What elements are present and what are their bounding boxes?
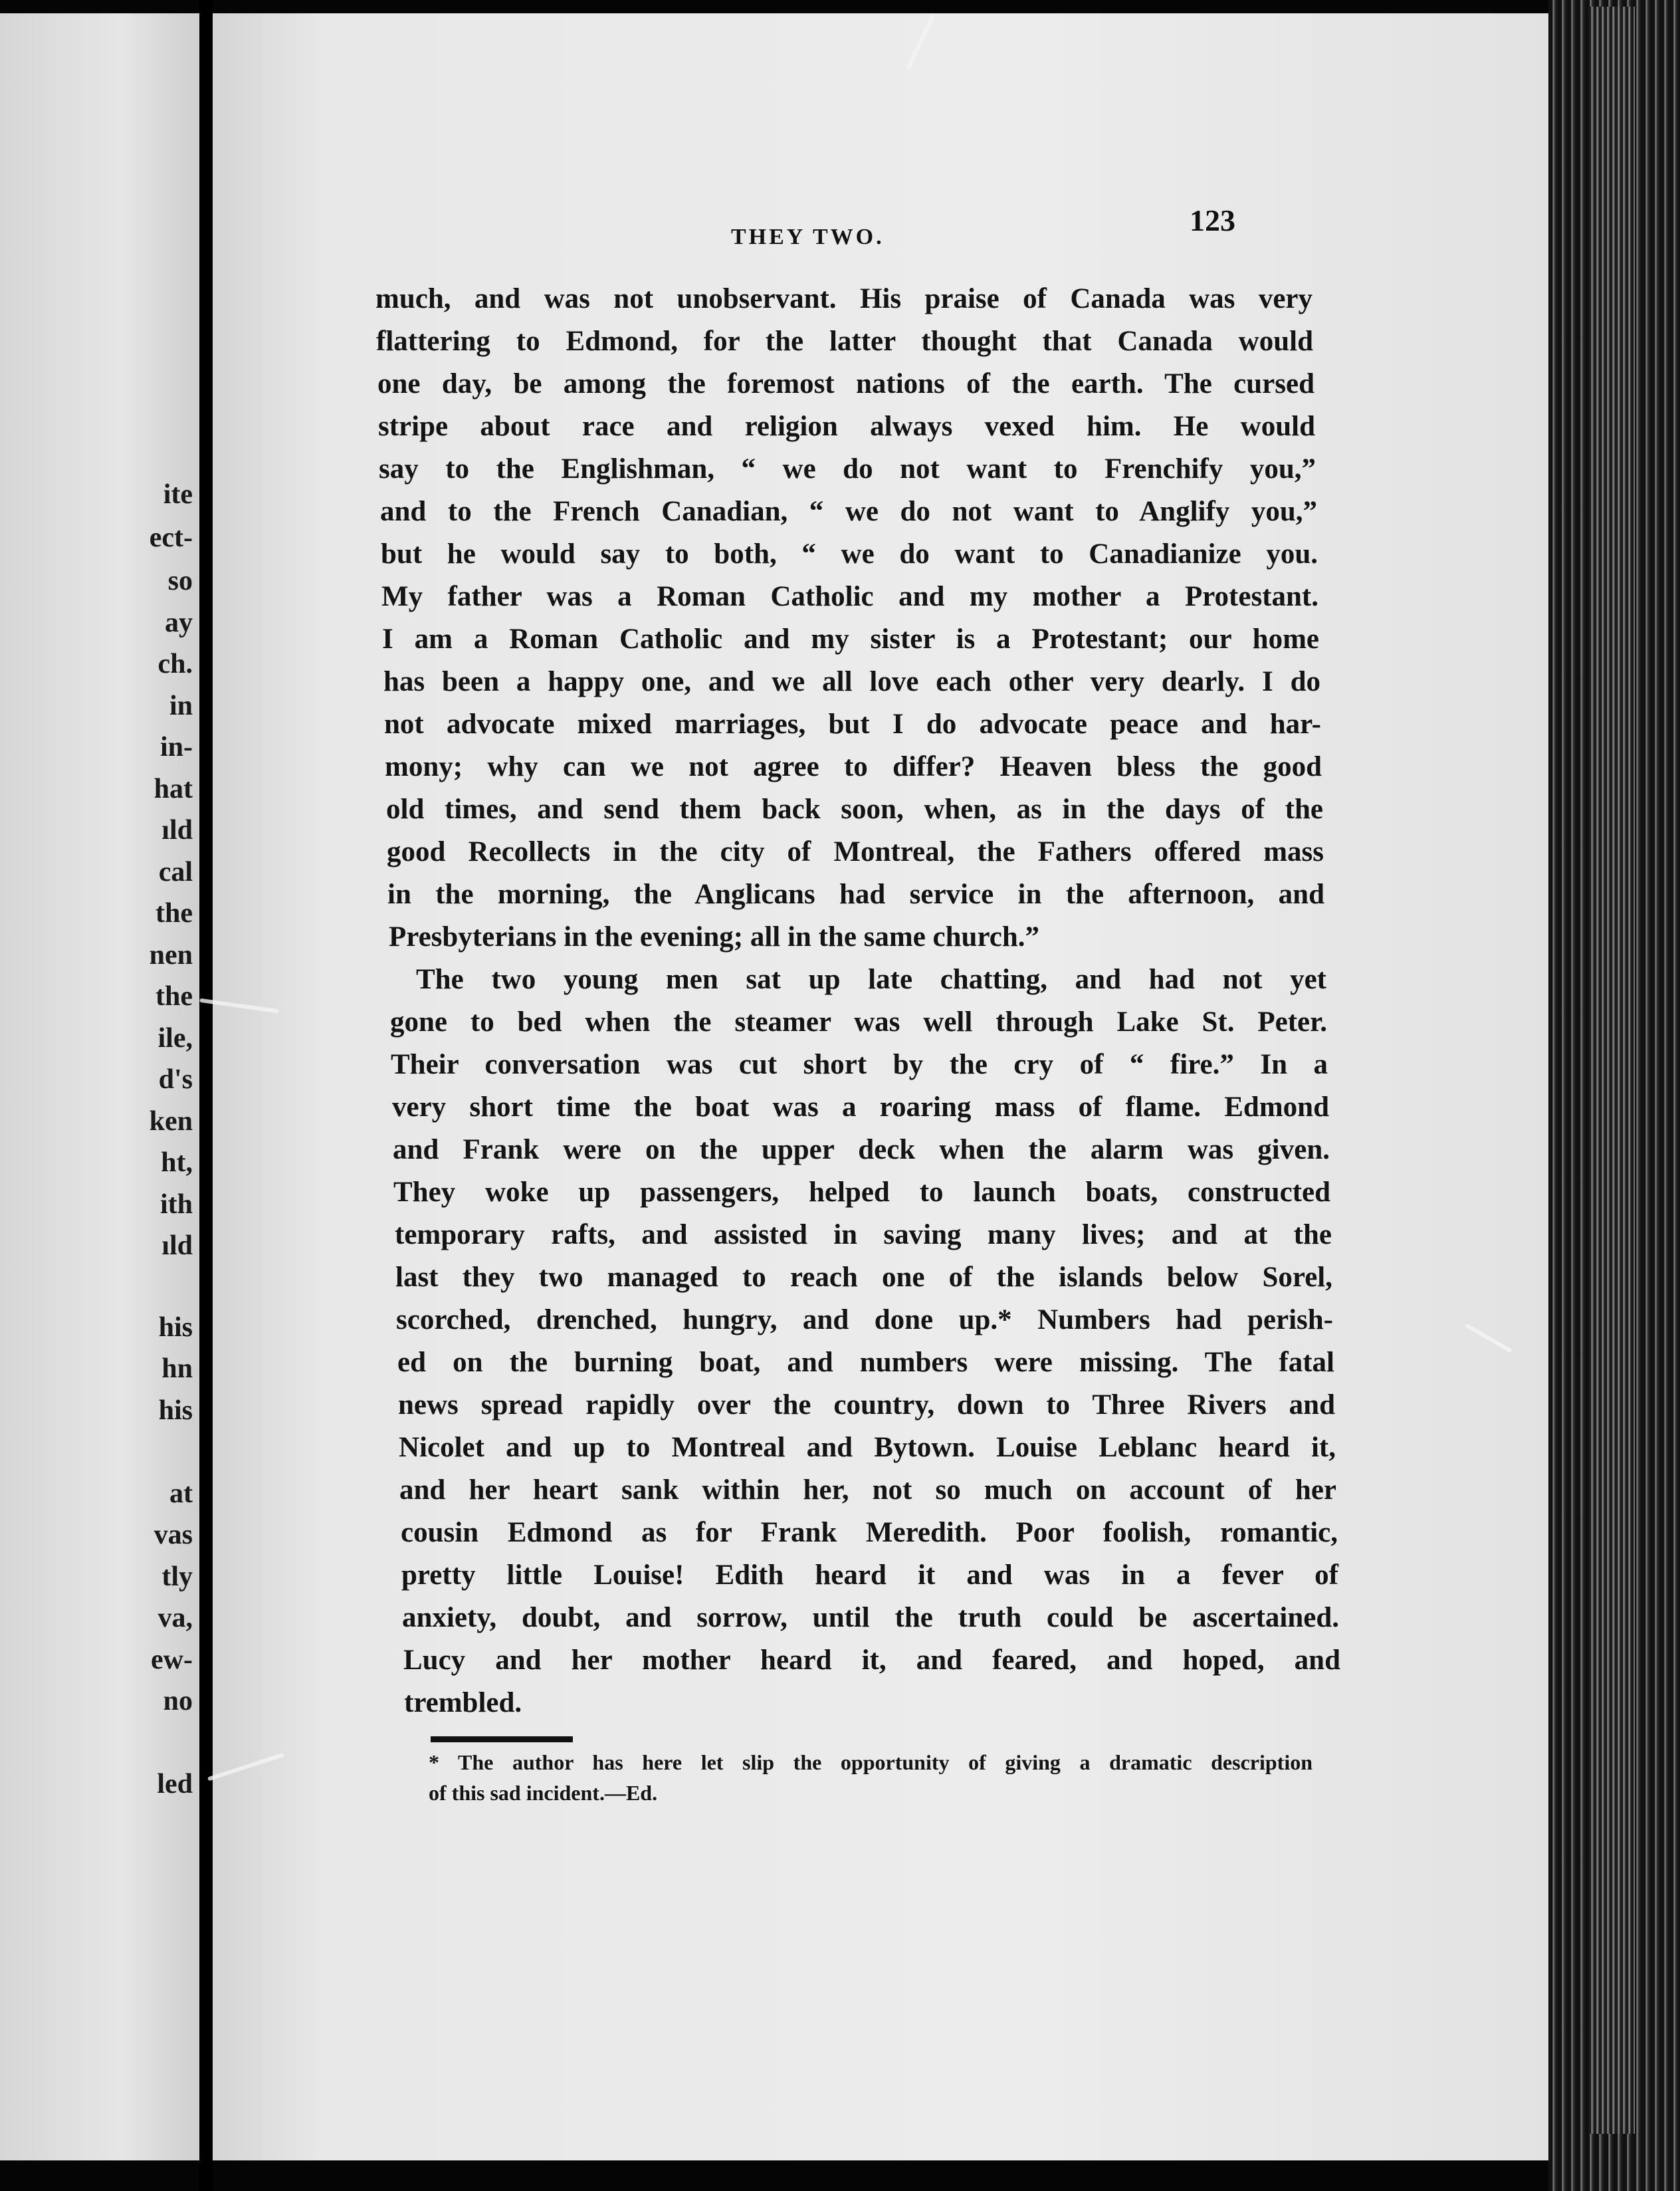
text-line: My father was a Roman Catholic and my mother a Protestant. (381, 581, 1318, 612)
previous-page-fragment: his (158, 1395, 193, 1426)
text-line: and Frank were on the upper deck when the alarm was given. (393, 1134, 1330, 1165)
text-line: much, and was not unobservant. His praise of Canada was very (375, 283, 1312, 314)
page-number: 123 (1190, 203, 1235, 237)
text-line: Presbyterians in the evening; all in the same church.” (389, 921, 1040, 953)
text-line: I am a Roman Catholic and my sister is a Protestant; our home (382, 624, 1319, 655)
previous-page-fragment: ht, (161, 1147, 193, 1178)
text-line: not advocate mixed marriages, but I do advocate peace and har- (384, 709, 1321, 740)
text-line: anxiety, doubt, and sorrow, until the truth could be ascertained. (402, 1602, 1339, 1633)
text-line: news spread rapidly over the country, down to Three Rivers and (398, 1389, 1335, 1421)
previous-page-fragment: so (167, 566, 193, 596)
previous-page-fragment: in- (159, 732, 193, 762)
previous-page (0, 13, 199, 2160)
text-line: mony; why can we not agree to differ? Heaven bless the good (385, 751, 1322, 782)
text-line: one day, be among the foremost nations of the earth. The cursed (377, 368, 1314, 400)
previous-page-fragment: vas (154, 1520, 193, 1550)
page-edges (1588, 7, 1635, 2134)
previous-page-fragment: no (163, 1686, 193, 1716)
previous-page-fragment: at (169, 1478, 193, 1509)
text-line: say to the Englishman, “ we do not want to Frenchify you,” (379, 453, 1316, 485)
text-line: old times, and send them back soon, when, as in the days of the (386, 794, 1323, 825)
previous-page-fragment: ıld (161, 1230, 193, 1261)
body-text (375, 278, 1340, 1724)
footnote (429, 1747, 1312, 1808)
footnote-line: of this sad incident.—Ed. (429, 1781, 658, 1805)
text-line: They woke up passengers, helped to launch boats, constructed (393, 1177, 1330, 1208)
previous-page-fragment: the (156, 981, 193, 1012)
previous-page-fragment: tly (161, 1561, 193, 1592)
text-line: ed on the burning boat, and numbers were missing. The fatal (397, 1347, 1334, 1378)
text-line: and to the French Canadian, “ we do not want to Anglify you,” (380, 496, 1317, 527)
text-line: pretty little Louise! Edith heard it and was in a fever of (401, 1559, 1338, 1591)
text-line: but he would say to both, “ we do want to Canadianize you. (381, 538, 1318, 570)
text-line: in the morning, the Anglicans had service in the afternoon, and (387, 879, 1324, 910)
book-edge (1548, 0, 1680, 2191)
previous-page-fragment: the (156, 898, 193, 929)
text-line: temporary rafts, and assisted in saving many lives; and at the (395, 1219, 1332, 1250)
text-line: flattering to Edmond, for the latter thought that Canada would (376, 326, 1313, 357)
previous-page-fragment: cal (158, 857, 193, 887)
text-line: Their conversation was cut short by the cry of “ fire.” In a (391, 1049, 1328, 1080)
previous-page-fragment: hn (161, 1353, 193, 1384)
text-line: Nicolet and up to Montreal and Bytown. Louise Leblanc heard it, (399, 1432, 1336, 1463)
text-line: The two young men sat up late chatting, and had not yet (416, 964, 1326, 995)
previous-page-fragment: ıld (161, 815, 193, 846)
previous-page-fragment: ith (159, 1189, 193, 1220)
text-line: cousin Edmond as for Frank Meredith. Poor foolish, romantic, (401, 1517, 1338, 1548)
previous-page-fragment: in (169, 691, 193, 721)
previous-page-fragment: his (158, 1312, 193, 1343)
previous-page-fragment: ay (165, 608, 193, 638)
previous-page-fragment: hat (154, 774, 193, 804)
running-head: THEY TWO. (731, 225, 885, 249)
footnote-line: * The author has here let slip the opportunity of giving a dramatic description (429, 1750, 1312, 1774)
previous-page-fragment: nen (149, 940, 193, 971)
previous-page-fragment: ken (149, 1106, 193, 1137)
text-line: last they two managed to reach one of the islands below Sorel, (395, 1262, 1332, 1293)
text-line: scorched, drenched, hungry, and done up.* Numbers had perish- (396, 1304, 1333, 1335)
previous-page-fragment: d's (158, 1064, 193, 1095)
previous-page-fragment: led (157, 1769, 193, 1799)
previous-page-fragment: ect- (149, 522, 193, 553)
text-line: trembled. (404, 1687, 522, 1718)
text-line: has been a happy one, and we all love each other very dearly. I do (383, 666, 1320, 697)
text-line: Lucy and her mother heard it, and feared, and hoped, and (403, 1645, 1340, 1676)
text-line: good Recollects in the city of Montreal, the Fathers offered mass (387, 836, 1324, 867)
previous-page-fragment: va, (158, 1603, 193, 1633)
previous-page-fragment: ile, (158, 1023, 193, 1054)
footnote-rule (431, 1736, 573, 1742)
previous-page-fragment: ite (163, 479, 193, 510)
previous-page-fragment: ew- (151, 1645, 193, 1675)
previous-page-fragment: ch. (158, 649, 193, 679)
text-line: and her heart sank within her, not so much on account of her (399, 1474, 1336, 1506)
text-line: gone to bed when the steamer was well through Lake St. Peter. (390, 1006, 1327, 1038)
book-gutter (199, 0, 213, 2191)
text-line: stripe about race and religion always vexed him. He would (378, 411, 1315, 442)
text-line: very short time the boat was a roaring mass of flame. Edmond (392, 1092, 1329, 1123)
